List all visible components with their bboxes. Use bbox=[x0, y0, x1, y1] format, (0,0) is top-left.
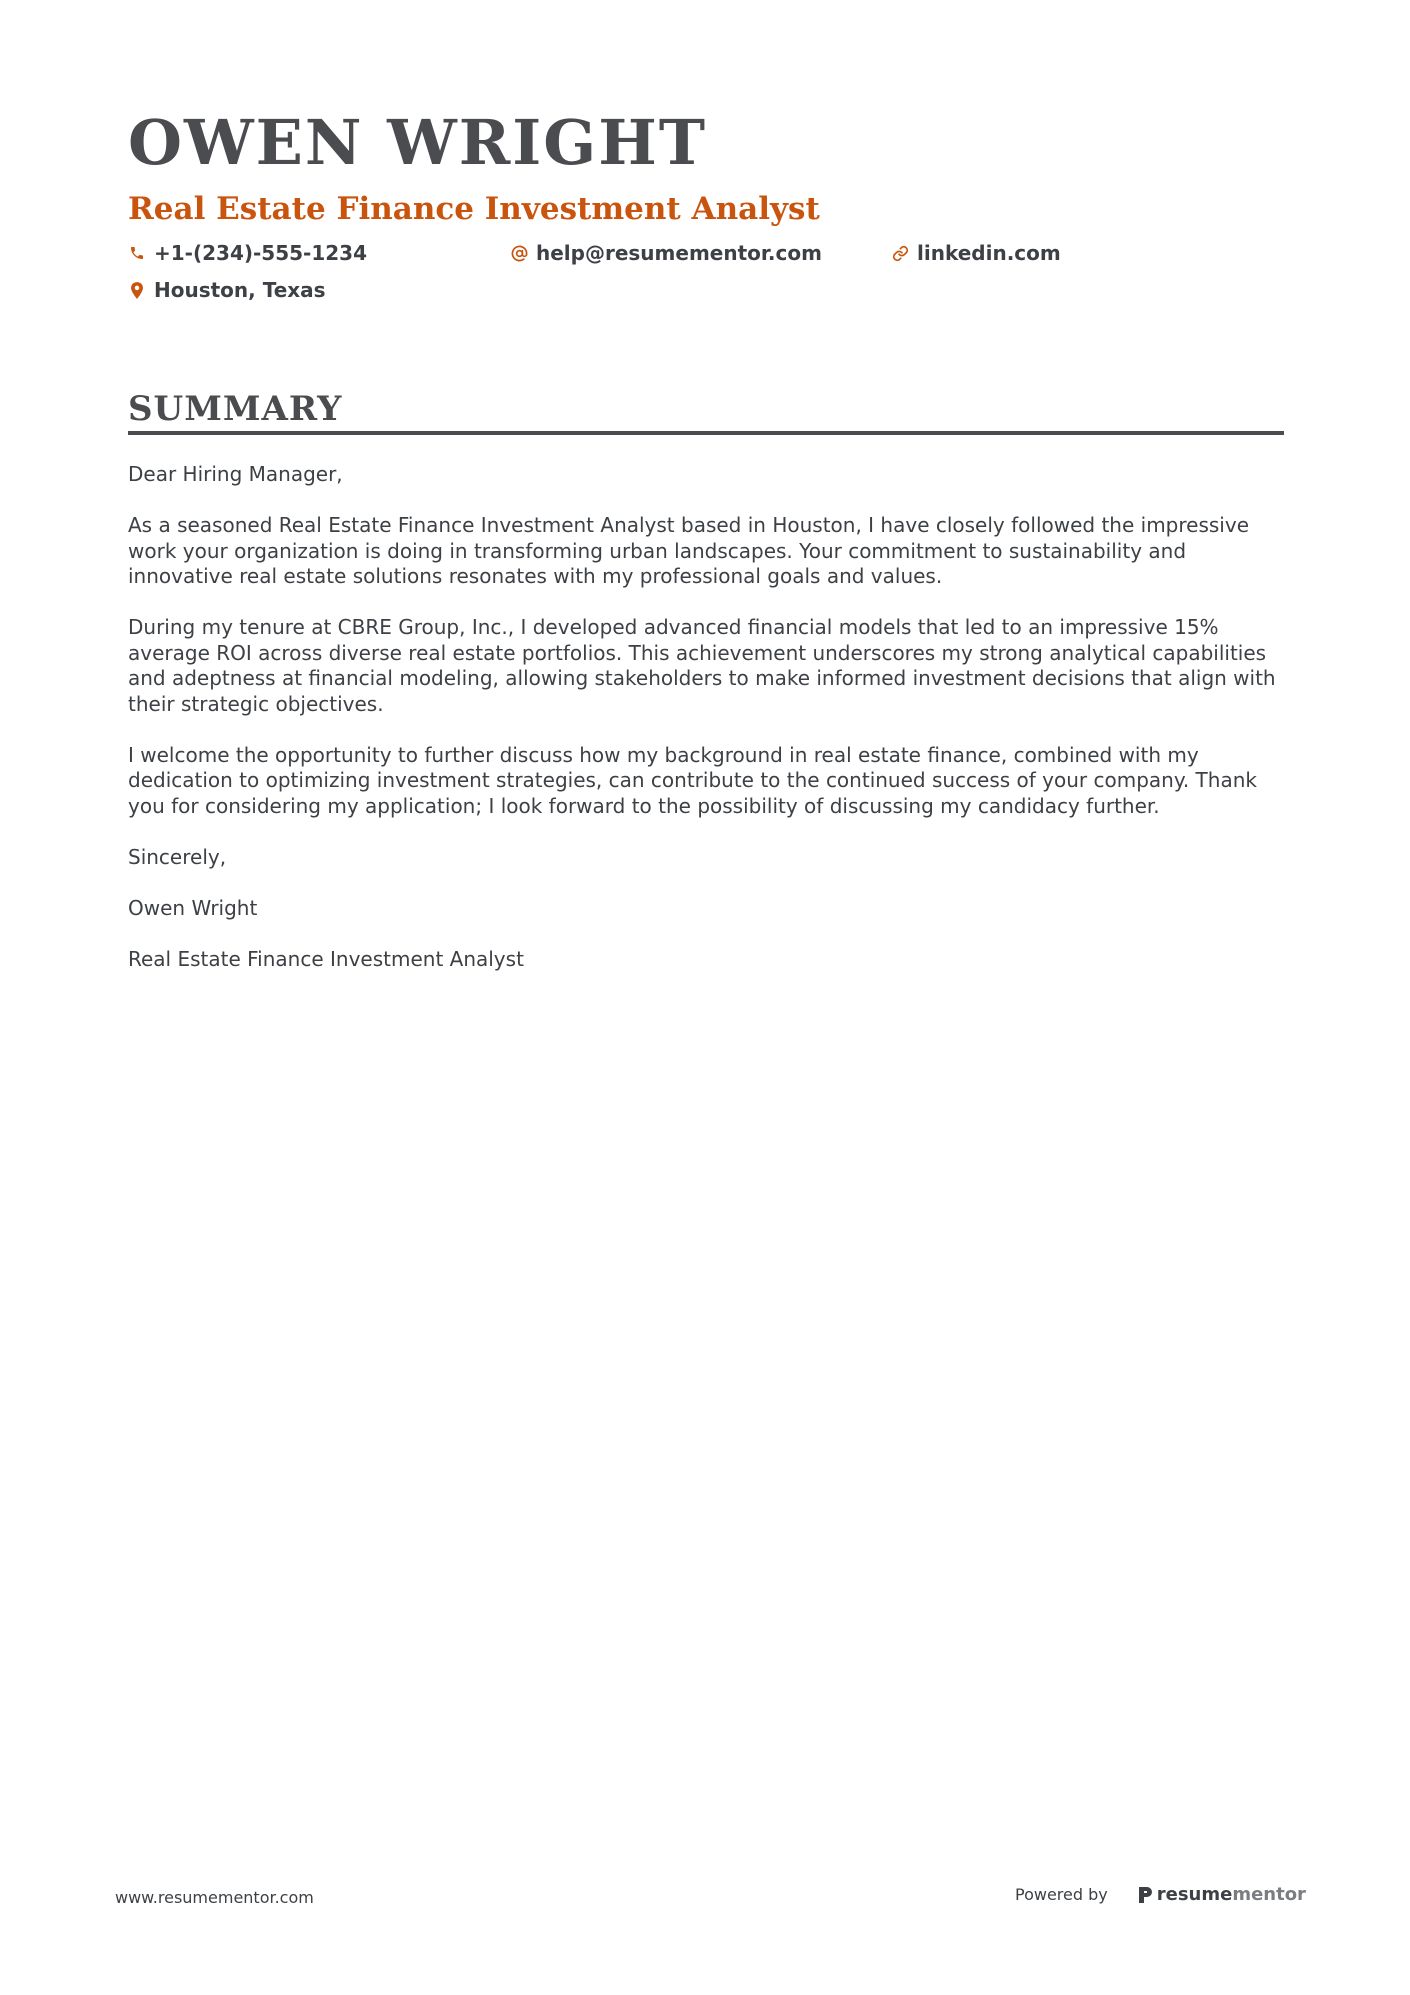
phone-text: +1-(234)-555-1234 bbox=[154, 241, 368, 265]
cover-letter-body bbox=[128, 462, 1288, 998]
brand-text-light: mentor bbox=[1232, 1884, 1306, 1905]
signature-title: Real Estate Finance Investment Analyst bbox=[128, 946, 524, 971]
email-text[interactable]: help@resumementor.com bbox=[536, 241, 822, 265]
summary-heading: SUMMARY bbox=[128, 389, 343, 429]
contact-linkedin[interactable] bbox=[891, 243, 1061, 263]
location-text: Houston, Texas bbox=[154, 278, 326, 302]
footer-website[interactable]: www.resumementor.com bbox=[115, 1888, 314, 1907]
contact-email[interactable] bbox=[510, 243, 822, 263]
phone-icon bbox=[128, 244, 146, 262]
link-icon bbox=[891, 244, 909, 262]
powered-by-label: Powered by bbox=[1015, 1885, 1108, 1904]
map-pin-icon bbox=[128, 281, 146, 299]
contact-phone bbox=[128, 243, 367, 263]
linkedin-text[interactable]: linkedin.com bbox=[917, 241, 1061, 265]
candidate-title: Real Estate Finance Investment Analyst bbox=[128, 191, 820, 227]
closing: Sincerely, bbox=[128, 844, 227, 869]
contact-location bbox=[128, 280, 326, 300]
section-divider bbox=[128, 431, 1284, 435]
at-sign-icon bbox=[510, 244, 528, 262]
resumementor-logo-icon bbox=[1138, 1886, 1153, 1904]
letter-paragraph: As a seasoned Real Estate Finance Investment Analyst based in Houston, I have closely followed the impressive work your organization is doing in transforming urban landscapes. Your commitment to sustainability and innovative real estate solutions resonates with my professional goals and values. bbox=[128, 513, 1249, 588]
resumementor-logo[interactable] bbox=[1138, 1884, 1306, 1905]
salutation: Dear Hiring Manager, bbox=[128, 462, 343, 486]
signature-name: Owen Wright bbox=[128, 895, 258, 920]
letter-paragraph: I welcome the opportunity to further discuss how my background in real estate finance, combined with my dedication to optimizing investment strategies, can contribute to the continued success of your company. Thank you for considering my application; I look forward to the possibility of discussing my candidacy further. bbox=[128, 742, 1257, 818]
letter-paragraph: During my tenure at CBRE Group, Inc., I developed advanced financial models that led to an impressive 15% average ROI across diverse real estate portfolios. This achievement underscores my strong analytical capabilities and adeptness at financial modeling, allowing stakeholders to make informed investment decisions that align with their strategic objectives. bbox=[128, 615, 1276, 716]
brand-text-bold: resume bbox=[1156, 1884, 1233, 1905]
footer-branding bbox=[1015, 1884, 1306, 1905]
candidate-name: OWEN WRIGHT bbox=[128, 106, 707, 179]
